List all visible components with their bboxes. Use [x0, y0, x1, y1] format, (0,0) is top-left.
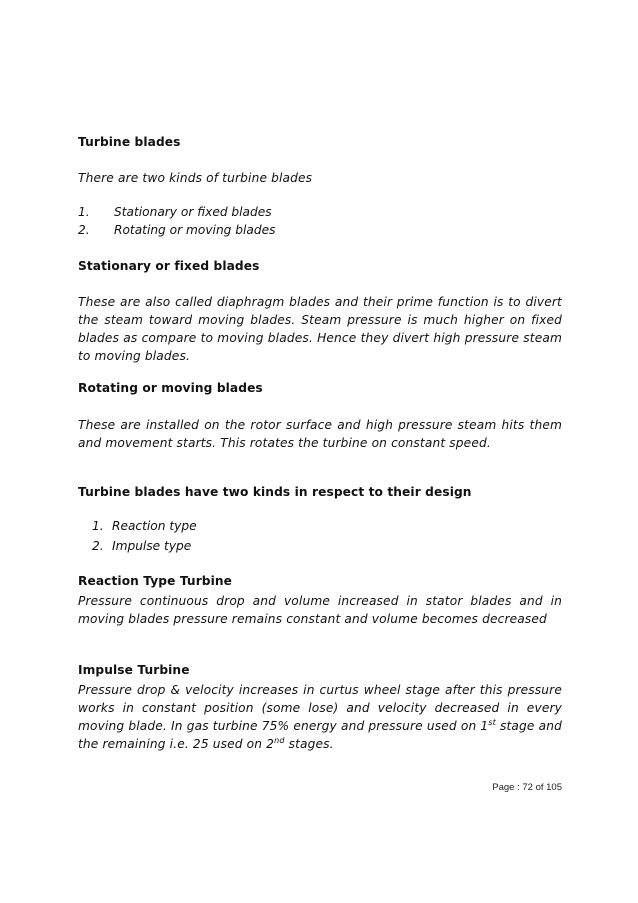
heading-rotating-blades: Rotating or moving blades: [78, 381, 263, 395]
list-text: Rotating or moving blades: [114, 223, 276, 237]
heading-turbine-blades: Turbine blades: [78, 135, 181, 149]
heading-stationary-blades: Stationary or fixed blades: [78, 259, 260, 273]
list-text: Impulse type: [112, 539, 192, 553]
intro-text: There are two kinds of turbine blades: [78, 171, 313, 185]
list-number: 2.: [92, 539, 104, 553]
impulse-body-part2: stage and the remaining i.e. 25 used on 2: [78, 719, 562, 751]
list-text: Stationary or fixed blades: [114, 205, 272, 219]
rotating-body: These are installed on the rotor surface and high pressure steam hits them and movement starts. This rotates the turbine on constant speed.: [78, 418, 562, 450]
document-page: [78, 0, 562, 903]
superscript-nd: nd: [274, 735, 285, 745]
heading-reaction-turbine: Reaction Type Turbine: [78, 574, 233, 588]
stationary-body: These are also called diaphragm blades and their prime function is to divert the steam toward moving blades. Steam pressure is much higher on fixed blades as compare to moving blades. Hence they divert high pressure steam to moving blades.: [78, 295, 562, 363]
superscript-st: st: [488, 717, 496, 727]
reaction-body: Pressure continuous drop and volume increased in stator blades and in moving blades pressure remains constant and volume becomes decreased: [78, 594, 562, 626]
list-number: 2.: [78, 223, 90, 237]
heading-design-kinds: Turbine blades have two kinds in respect to their design: [78, 485, 472, 499]
list-number: 1.: [92, 519, 104, 533]
impulse-body-part3: stages.: [284, 737, 334, 751]
impulse-body: [78, 681, 562, 753]
page-number: Page : 72 of 105: [492, 782, 562, 793]
list-text: Reaction type: [112, 519, 197, 533]
impulse-body-part1: Pressure drop & velocity increases in curtus wheel stage after this pressure works in constant position (some lose) and velocity decreased in every moving blade. In gas turbine 75% energy and pressure used on 1: [78, 683, 562, 733]
heading-impulse-turbine: Impulse Turbine: [78, 663, 190, 677]
list-number: 1.: [78, 205, 90, 219]
